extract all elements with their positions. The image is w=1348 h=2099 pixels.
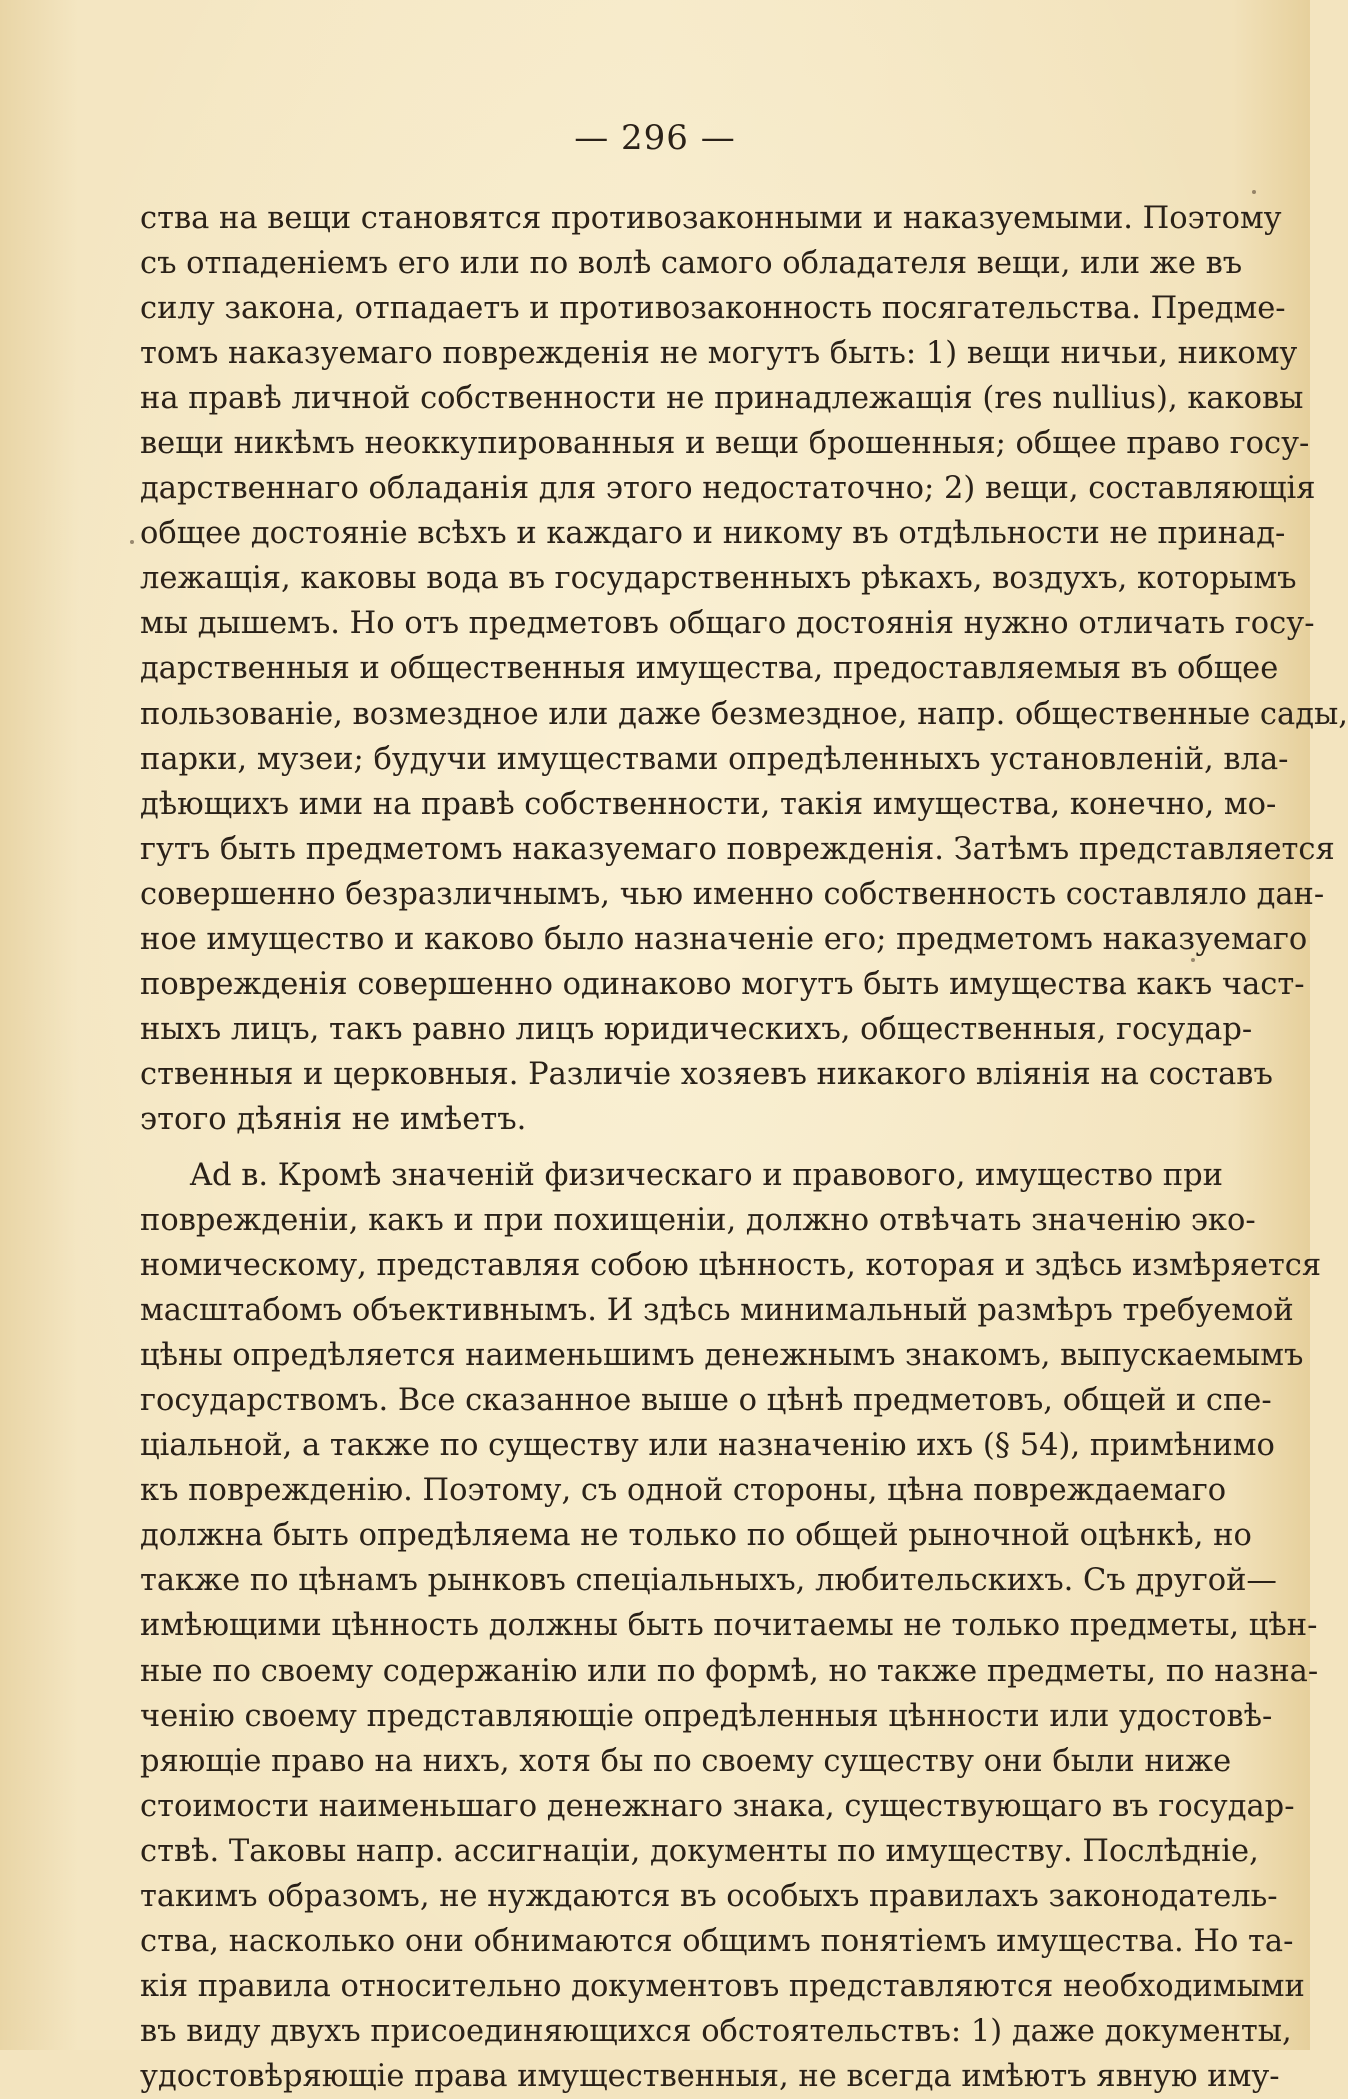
text-line: ціальной, а также по существу или назначенію ихъ (§ 54), примѣнимо xyxy=(140,1428,1275,1464)
text-line: имѣющими цѣнность должны быть почитаемы не только предметы, цѣн- xyxy=(140,1608,1318,1644)
text-line: Ad в. Кромѣ значеній физическаго и правового, имущество при xyxy=(190,1157,1223,1193)
ink-speck xyxy=(1252,190,1256,194)
text-line: ства, насколько они обнимаются общимъ понятіемъ имущества. Но та- xyxy=(140,1923,1294,1959)
text-line: государствомъ. Все сказанное выше о цѣнѣ предметовъ, общей и спе- xyxy=(140,1383,1272,1419)
body-text xyxy=(140,196,1348,2099)
ink-speck xyxy=(130,540,134,544)
text-line: удостовѣряющіе права имущественныя, не всегда имѣютъ явную иму- xyxy=(140,2058,1280,2094)
text-line: дѣющихъ ими на правѣ собственности, такія имущества, конечно, мо- xyxy=(140,786,1277,822)
text-line: ственныя и церковныя. Различіе хозяевъ никакого вліянія на составъ xyxy=(140,1056,1273,1092)
text-line: номическому, представляя собою цѣнность, которая и здѣсь измѣряется xyxy=(140,1248,1322,1284)
text-line: дарственнаго обладанія для этого недостаточно; 2) вещи, составляющія xyxy=(140,471,1316,507)
text-line: такимъ образомъ, не нуждаются въ особыхъ правилахъ законодатель- xyxy=(140,1878,1278,1914)
text-line: дарственныя и общественныя имущества, предоставляемыя въ общее xyxy=(140,651,1279,687)
text-line: этого дѣянія не имѣетъ. xyxy=(140,1101,527,1137)
text-line: къ поврежденію. Поэтому, съ одной стороны, цѣна повреждаемаго xyxy=(140,1473,1227,1509)
text-line: ченію своему представляющіе опредѣленныя цѣнности или удостовѣ- xyxy=(140,1698,1273,1734)
text-line: на правѣ личной собственности не принадлежащія (res nullius), каковы xyxy=(140,381,1304,417)
text-line: силу закона, отпадаетъ и противозаконность посягательства. Предме- xyxy=(140,291,1286,327)
ink-speck xyxy=(1191,958,1195,962)
text-line: ные по своему содержанію или по формѣ, но также предметы, по назна- xyxy=(140,1653,1319,1689)
text-line: ства на вещи становятся противозаконными и наказуемыми. Поэтому xyxy=(140,201,1282,236)
paragraph-1 xyxy=(140,196,1348,1142)
text-line: съ отпаденіемъ его или по волѣ самого обладателя вещи, или же въ xyxy=(140,246,1243,282)
text-line: ныхъ лицъ, такъ равно лицъ юридическихъ, общественныя, государ- xyxy=(140,1011,1253,1047)
text-line: цѣны опредѣляется наименьшимъ денежнымъ знакомъ, выпускаемымъ xyxy=(140,1338,1304,1374)
text-line: ное имущество и каково было назначеніе его; предметомъ наказуемаго xyxy=(140,921,1308,957)
text-line: должна быть опредѣляема не только по общей рыночной оцѣнкѣ, но xyxy=(140,1518,1252,1554)
text-line: пользованіе, возмездное или даже безмездное, напр. общественные сады, xyxy=(140,696,1348,732)
text-line: лежащія, каковы вода въ государственныхъ рѣкахъ, воздухъ, которымъ xyxy=(140,561,1297,597)
text-line: томъ наказуемаго поврежденія не могутъ быть: 1) вещи ничьи, никому xyxy=(140,336,1298,372)
text-line: общее достояніе всѣхъ и каждаго и никому въ отдѣльности не принад- xyxy=(140,516,1286,552)
text-line: парки, музеи; будучи имуществами опредѣленныхъ установленій, вла- xyxy=(140,741,1289,777)
text-line: поврежденія совершенно одинаково могутъ быть имущества какъ част- xyxy=(140,966,1305,1002)
text-line: вещи никѣмъ неоккупированныя и вещи брошенныя; общее право госу- xyxy=(140,426,1310,462)
text-line: поврежденіи, какъ и при похищеніи, должно отвѣчать значенію эко- xyxy=(140,1203,1256,1239)
text-line: мы дышемъ. Но отъ предметовъ общаго достоянія нужно отличать госу- xyxy=(140,606,1315,642)
paragraph-2 xyxy=(140,1153,1322,2099)
text-line: ствѣ. Таковы напр. ассигнаціи, документы по имуществу. Послѣдніе, xyxy=(140,1833,1259,1869)
text-line: въ виду двухъ присоединяющихся обстоятельствъ: 1) даже документы, xyxy=(140,2013,1292,2049)
text-line: совершенно безразличнымъ, чью именно собственность составляло дан- xyxy=(140,876,1325,912)
page-number: — 296 — xyxy=(574,118,736,158)
text-line: масштабомъ объективнымъ. И здѣсь минимальный размѣръ требуемой xyxy=(140,1293,1294,1329)
text-line: ряющіе право на нихъ, хотя бы по своему существу они были ниже xyxy=(140,1743,1232,1779)
text-line: стоимости наименьшаго денежнаго знака, существующаго въ государ- xyxy=(140,1788,1295,1824)
text-line: гутъ быть предметомъ наказуемаго поврежденія. Затѣмъ представляется xyxy=(140,831,1335,867)
text-line: также по цѣнамъ рынковъ спеціальныхъ, любительскихъ. Съ другой— xyxy=(140,1563,1277,1599)
paragraph-gap xyxy=(140,1142,1162,1153)
text-line: кія правила относительно документовъ представляются необходимыми xyxy=(140,1968,1305,2004)
